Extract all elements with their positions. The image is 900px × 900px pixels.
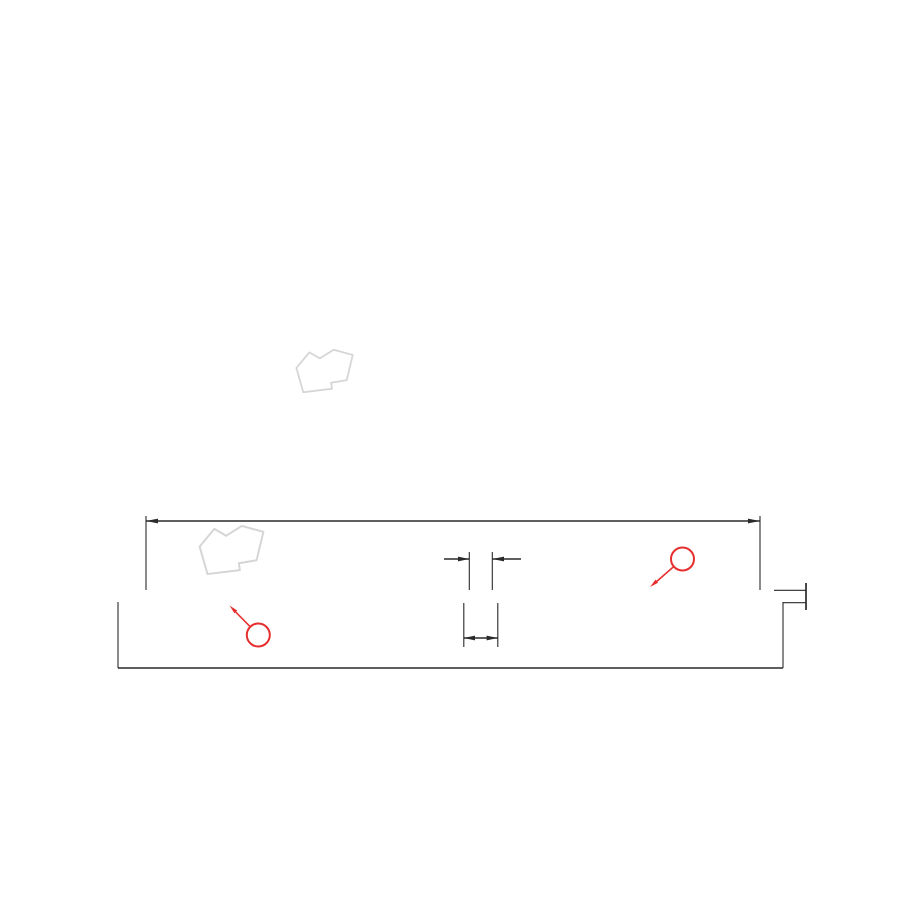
- profile-sheet-3d-drawing: [95, 200, 815, 360]
- dim-overall-width: [118, 602, 783, 668]
- dim-profile-height: [774, 583, 806, 610]
- dim-base-width: [464, 603, 498, 647]
- dim-pitch-total: [146, 516, 760, 590]
- callout-b: [230, 606, 270, 647]
- callout-a: [650, 548, 694, 588]
- profile-cross-section-drawing: [90, 490, 850, 710]
- dim-crest-width: [444, 552, 521, 590]
